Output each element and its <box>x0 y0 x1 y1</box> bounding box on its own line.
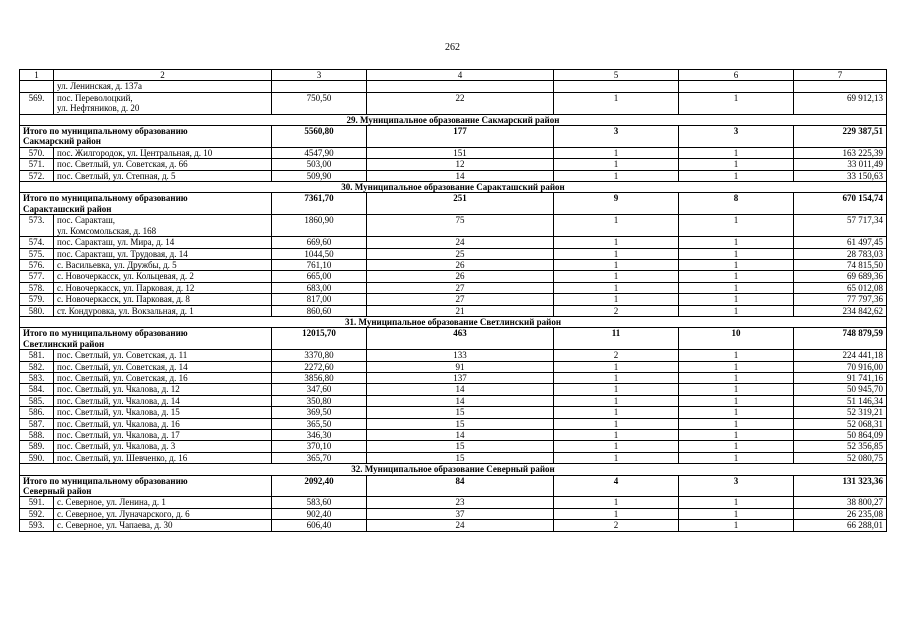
row-area: 350,80 <box>272 395 367 406</box>
row-area: 761,10 <box>272 259 367 270</box>
row-number: 571. <box>20 159 54 170</box>
section-row <box>20 114 887 125</box>
row-people: 24 <box>367 520 554 531</box>
row-number: 576. <box>20 259 54 270</box>
row-count-a: 1 <box>554 430 679 441</box>
row-count-b: 1 <box>679 372 794 383</box>
row-count-b: 1 <box>679 418 794 429</box>
row-address: ул. Ленинская, д. 137а <box>54 81 272 92</box>
row-sum: 38 800,27 <box>794 497 887 508</box>
row-address: пос. Переволоцкий, ул. Нефтяников, д. 20 <box>54 92 272 114</box>
row-count-b: 1 <box>679 170 794 181</box>
table-row <box>20 282 887 293</box>
row-sum <box>794 81 887 92</box>
table-row <box>20 441 887 452</box>
row-count-a: 1 <box>554 271 679 282</box>
row-sum: 91 741,16 <box>794 372 887 383</box>
table-row <box>20 418 887 429</box>
row-address: ст. Кондуровка, ул. Вокзальная, д. 1 <box>54 305 272 316</box>
row-address: пос. Светлый, ул. Чкалова, д. 3 <box>54 441 272 452</box>
row-sum: 52 068,31 <box>794 418 887 429</box>
row-area: 369,50 <box>272 407 367 418</box>
row-number: 580. <box>20 305 54 316</box>
table-row <box>20 361 887 372</box>
row-count-a: 1 <box>554 395 679 406</box>
row-people: 14 <box>367 430 554 441</box>
row-sum: 224 441,18 <box>794 350 887 361</box>
table-row <box>20 170 887 181</box>
row-area: 669,60 <box>272 237 367 248</box>
row-people: 21 <box>367 305 554 316</box>
total-count-a: 11 <box>554 328 679 350</box>
row-number: 583. <box>20 372 54 383</box>
row-area: 817,00 <box>272 294 367 305</box>
row-count-b: 1 <box>679 294 794 305</box>
total-count-a: 9 <box>554 193 679 215</box>
section-row <box>20 316 887 327</box>
row-number: 585. <box>20 395 54 406</box>
row-count-a: 1 <box>554 384 679 395</box>
total-row <box>20 475 887 497</box>
row-address: пос. Саракташ, ул. Комсомольская, д. 168 <box>54 215 272 237</box>
row-sum: 65 012,08 <box>794 282 887 293</box>
table-row <box>20 497 887 508</box>
table-row <box>20 520 887 531</box>
row-count-a: 1 <box>554 441 679 452</box>
total-label: Итого по муниципальному образованию Светлинский район <box>20 328 272 350</box>
total-people: 251 <box>367 193 554 215</box>
row-number: 592. <box>20 508 54 519</box>
total-count-a: 4 <box>554 475 679 497</box>
table-row <box>20 159 887 170</box>
row-count-a <box>554 81 679 92</box>
total-area: 2092,40 <box>272 475 367 497</box>
row-area: 2272,60 <box>272 361 367 372</box>
row-area <box>272 81 367 92</box>
row-sum: 26 235,08 <box>794 508 887 519</box>
total-count-b: 3 <box>679 475 794 497</box>
row-sum: 234 842,62 <box>794 305 887 316</box>
row-area: 4547,90 <box>272 147 367 158</box>
column-header: 2 <box>54 70 272 81</box>
row-sum: 61 497,45 <box>794 237 887 248</box>
table-row <box>20 294 887 305</box>
row-area: 370,10 <box>272 441 367 452</box>
row-people: 14 <box>367 395 554 406</box>
row-address: с. Северное, ул. Луначарского, д. 6 <box>54 508 272 519</box>
row-area: 346,30 <box>272 430 367 441</box>
row-number <box>20 81 54 92</box>
section-title: 30. Муниципальное образование Саракташский район <box>20 182 887 193</box>
row-people: 15 <box>367 441 554 452</box>
row-number: 588. <box>20 430 54 441</box>
total-label: Итого по муниципальному образованию Северный район <box>20 475 272 497</box>
table-row <box>20 508 887 519</box>
row-sum: 52 319,21 <box>794 407 887 418</box>
table-row <box>20 92 887 114</box>
row-people <box>367 81 554 92</box>
total-people: 463 <box>367 328 554 350</box>
table-row <box>20 147 887 158</box>
row-number: 587. <box>20 418 54 429</box>
row-people: 137 <box>367 372 554 383</box>
total-area: 12015,70 <box>272 328 367 350</box>
column-header: 4 <box>367 70 554 81</box>
row-address: с. Новочеркасск, ул. Парковая, д. 12 <box>54 282 272 293</box>
row-area: 750,50 <box>272 92 367 114</box>
row-number: 591. <box>20 497 54 508</box>
total-row <box>20 328 887 350</box>
row-people: 27 <box>367 294 554 305</box>
column-header: 3 <box>272 70 367 81</box>
total-sum: 748 879,59 <box>794 328 887 350</box>
row-count-a: 1 <box>554 294 679 305</box>
row-count-b <box>679 81 794 92</box>
row-people: 26 <box>367 271 554 282</box>
table-row <box>20 407 887 418</box>
row-number: 586. <box>20 407 54 418</box>
row-count-b: 1 <box>679 92 794 114</box>
row-count-b: 1 <box>679 395 794 406</box>
row-number: 577. <box>20 271 54 282</box>
section-row <box>20 464 887 475</box>
total-count-a: 3 <box>554 126 679 148</box>
row-area: 365,70 <box>272 452 367 463</box>
row-number: 593. <box>20 520 54 531</box>
table-row <box>20 248 887 259</box>
total-sum: 229 387,51 <box>794 126 887 148</box>
row-address: пос. Светлый, ул. Шевченко, д. 16 <box>54 452 272 463</box>
row-count-b: 1 <box>679 282 794 293</box>
row-number: 589. <box>20 441 54 452</box>
row-count-a: 1 <box>554 215 679 237</box>
row-area: 1044,50 <box>272 248 367 259</box>
row-number: 573. <box>20 215 54 237</box>
row-address: пос. Светлый, ул. Чкалова, д. 15 <box>54 407 272 418</box>
row-count-b: 1 <box>679 497 794 508</box>
row-sum: 33 150,63 <box>794 170 887 181</box>
total-row <box>20 126 887 148</box>
row-area: 3856,80 <box>272 372 367 383</box>
row-address: с. Новочеркасск, ул. Кольцевая, д. 2 <box>54 271 272 282</box>
row-count-a: 1 <box>554 497 679 508</box>
section-row <box>20 182 887 193</box>
row-count-a: 2 <box>554 305 679 316</box>
row-sum: 51 146,34 <box>794 395 887 406</box>
total-count-b: 10 <box>679 328 794 350</box>
row-count-a: 1 <box>554 508 679 519</box>
row-number: 579. <box>20 294 54 305</box>
row-address: пос. Светлый, ул. Советская, д. 14 <box>54 361 272 372</box>
row-number: 578. <box>20 282 54 293</box>
row-count-b: 1 <box>679 520 794 531</box>
row-count-b: 1 <box>679 361 794 372</box>
row-sum: 33 011,49 <box>794 159 887 170</box>
table-row <box>20 430 887 441</box>
table-row <box>20 237 887 248</box>
row-count-a: 1 <box>554 361 679 372</box>
total-row <box>20 193 887 215</box>
row-count-a: 1 <box>554 282 679 293</box>
row-area: 606,40 <box>272 520 367 531</box>
housing-table <box>19 69 887 532</box>
row-area: 3370,80 <box>272 350 367 361</box>
row-people: 26 <box>367 259 554 270</box>
row-count-a: 1 <box>554 259 679 270</box>
row-count-a: 1 <box>554 237 679 248</box>
row-count-b: 1 <box>679 407 794 418</box>
total-sum: 131 323,36 <box>794 475 887 497</box>
row-number: 574. <box>20 237 54 248</box>
row-address: пос. Светлый, ул. Советская, д. 11 <box>54 350 272 361</box>
section-title: 29. Муниципальное образование Сакмарский район <box>20 114 887 125</box>
column-header: 5 <box>554 70 679 81</box>
row-count-b: 1 <box>679 384 794 395</box>
row-number: 572. <box>20 170 54 181</box>
total-area: 5560,80 <box>272 126 367 148</box>
row-sum: 69 689,36 <box>794 271 887 282</box>
row-address: пос. Светлый, ул. Чкалова, д. 16 <box>54 418 272 429</box>
row-count-a: 2 <box>554 520 679 531</box>
row-number: 581. <box>20 350 54 361</box>
row-sum: 77 797,36 <box>794 294 887 305</box>
row-area: 365,50 <box>272 418 367 429</box>
column-header: 7 <box>794 70 887 81</box>
row-address: пос. Светлый, ул. Советская, д. 16 <box>54 372 272 383</box>
row-address: пос. Светлый, ул. Степная, д. 5 <box>54 170 272 181</box>
row-people: 37 <box>367 508 554 519</box>
row-area: 860,60 <box>272 305 367 316</box>
row-address: пос. Светлый, ул. Чкалова, д. 14 <box>54 395 272 406</box>
row-people: 14 <box>367 170 554 181</box>
row-count-b: 1 <box>679 237 794 248</box>
row-count-b: 1 <box>679 159 794 170</box>
row-count-a: 1 <box>554 147 679 158</box>
total-sum: 670 154,74 <box>794 193 887 215</box>
row-count-b: 1 <box>679 452 794 463</box>
row-area: 347,60 <box>272 384 367 395</box>
table-header-row <box>20 70 887 81</box>
row-area: 509,90 <box>272 170 367 181</box>
table-row <box>20 305 887 316</box>
row-count-a: 2 <box>554 350 679 361</box>
row-sum: 50 864,09 <box>794 430 887 441</box>
row-sum: 69 912,13 <box>794 92 887 114</box>
row-people: 24 <box>367 237 554 248</box>
row-count-b: 1 <box>679 248 794 259</box>
row-number: 590. <box>20 452 54 463</box>
row-people: 14 <box>367 384 554 395</box>
row-sum: 52 356,85 <box>794 441 887 452</box>
row-count-a: 1 <box>554 372 679 383</box>
table-row <box>20 452 887 463</box>
total-area: 7361,70 <box>272 193 367 215</box>
row-people: 15 <box>367 452 554 463</box>
row-address: пос. Светлый, ул. Советская, д. 66 <box>54 159 272 170</box>
row-address: пос. Светлый, ул. Чкалова, д. 12 <box>54 384 272 395</box>
row-people: 75 <box>367 215 554 237</box>
table-row <box>20 350 887 361</box>
row-count-a: 1 <box>554 170 679 181</box>
row-area: 683,00 <box>272 282 367 293</box>
row-area: 665,00 <box>272 271 367 282</box>
table-row <box>20 259 887 270</box>
row-sum: 57 717,34 <box>794 215 887 237</box>
row-people: 22 <box>367 92 554 114</box>
row-people: 23 <box>367 497 554 508</box>
total-people: 177 <box>367 126 554 148</box>
row-count-b: 1 <box>679 147 794 158</box>
table-row <box>20 395 887 406</box>
row-sum: 66 288,01 <box>794 520 887 531</box>
row-count-b: 1 <box>679 305 794 316</box>
row-people: 15 <box>367 418 554 429</box>
row-address: пос. Саракташ, ул. Трудовая, д. 14 <box>54 248 272 259</box>
row-count-a: 1 <box>554 248 679 259</box>
row-count-b: 1 <box>679 441 794 452</box>
row-count-b: 1 <box>679 430 794 441</box>
total-count-b: 8 <box>679 193 794 215</box>
row-count-a: 1 <box>554 418 679 429</box>
table-row <box>20 372 887 383</box>
row-number: 584. <box>20 384 54 395</box>
row-count-b: 1 <box>679 259 794 270</box>
row-people: 27 <box>367 282 554 293</box>
row-address: пос. Саракташ, ул. Мира, д. 14 <box>54 237 272 248</box>
section-title: 32. Муниципальное образование Северный район <box>20 464 887 475</box>
row-people: 151 <box>367 147 554 158</box>
table-row <box>20 215 887 237</box>
row-number: 582. <box>20 361 54 372</box>
row-address: пос. Жилгородок, ул. Центральная, д. 10 <box>54 147 272 158</box>
row-count-b: 1 <box>679 350 794 361</box>
row-number: 569. <box>20 92 54 114</box>
total-label: Итого по муниципальному образованию Сакмарский район <box>20 126 272 148</box>
row-people: 15 <box>367 407 554 418</box>
row-count-a: 1 <box>554 407 679 418</box>
row-people: 91 <box>367 361 554 372</box>
row-sum: 52 080,75 <box>794 452 887 463</box>
row-area: 902,40 <box>272 508 367 519</box>
row-address: с. Северное, ул. Ленина, д. 1 <box>54 497 272 508</box>
row-sum: 28 783,03 <box>794 248 887 259</box>
column-header: 6 <box>679 70 794 81</box>
row-sum: 74 815,50 <box>794 259 887 270</box>
row-number: 570. <box>20 147 54 158</box>
row-address: с. Северное, ул. Чапаева, д. 30 <box>54 520 272 531</box>
row-people: 25 <box>367 248 554 259</box>
row-sum: 163 225,39 <box>794 147 887 158</box>
section-title: 31. Муниципальное образование Светлинский район <box>20 316 887 327</box>
row-area: 583,60 <box>272 497 367 508</box>
total-label: Итого по муниципальному образованию Саракташский район <box>20 193 272 215</box>
row-count-b: 1 <box>679 508 794 519</box>
row-people: 12 <box>367 159 554 170</box>
page-number: 262 <box>445 42 460 53</box>
row-number: 575. <box>20 248 54 259</box>
row-address: с. Васильевка, ул. Дружбы, д. 5 <box>54 259 272 270</box>
row-count-a: 1 <box>554 452 679 463</box>
row-address: пос. Светлый, ул. Чкалова, д. 17 <box>54 430 272 441</box>
row-count-a: 1 <box>554 92 679 114</box>
row-count-b: 1 <box>679 215 794 237</box>
row-area: 1860,90 <box>272 215 367 237</box>
table-row <box>20 384 887 395</box>
row-area: 503,00 <box>272 159 367 170</box>
row-sum: 50 945,70 <box>794 384 887 395</box>
total-people: 84 <box>367 475 554 497</box>
row-count-b: 1 <box>679 271 794 282</box>
row-people: 133 <box>367 350 554 361</box>
row-address: с. Новочеркасск, ул. Парковая, д. 8 <box>54 294 272 305</box>
row-sum: 70 916,00 <box>794 361 887 372</box>
table-row <box>20 81 887 92</box>
total-count-b: 3 <box>679 126 794 148</box>
table-row <box>20 271 887 282</box>
row-count-a: 1 <box>554 159 679 170</box>
column-header: 1 <box>20 70 54 81</box>
